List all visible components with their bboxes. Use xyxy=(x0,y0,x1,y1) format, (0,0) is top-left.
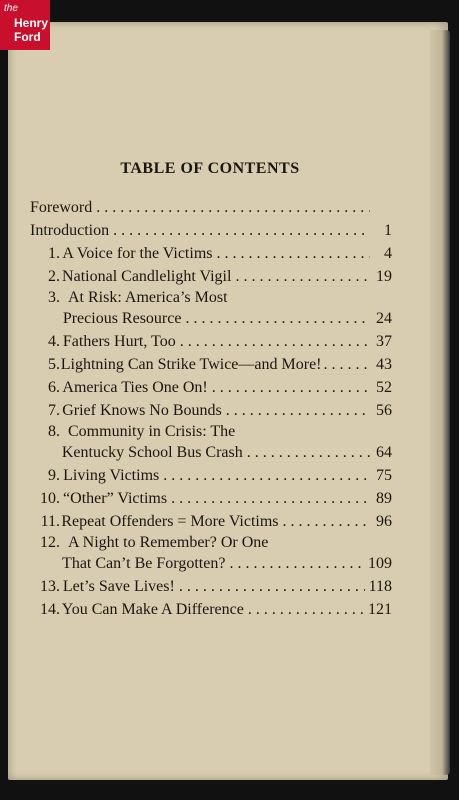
dot-leader xyxy=(248,598,364,621)
toc-entry-introduction xyxy=(30,219,392,242)
entry-title: Kentucky School Bus Crash xyxy=(61,444,243,461)
dot-leader xyxy=(163,464,370,487)
entry-title-line1: At Risk: America’s Most xyxy=(68,289,228,306)
toc-entry-8 xyxy=(30,422,392,464)
entry-page: 52 xyxy=(376,379,392,396)
dot-leader xyxy=(229,552,364,575)
entry-page: 89 xyxy=(376,490,392,507)
entry-title: America Ties One On! xyxy=(62,379,208,396)
entry-page: 64 xyxy=(376,444,392,461)
toc-list xyxy=(30,196,392,621)
entry-title: Foreword xyxy=(30,199,93,216)
dot-leader xyxy=(113,219,370,242)
entry-number: 6. xyxy=(48,379,60,396)
dot-leader xyxy=(185,307,370,330)
entry-title: Grief Knows No Bounds xyxy=(62,402,222,419)
entry-title: Precious Resource xyxy=(62,310,182,327)
entry-title: Lightning Can Strike Twice—and More! xyxy=(60,356,322,373)
entry-number: 14. xyxy=(40,601,60,618)
dot-leader xyxy=(180,330,370,353)
entry-title: Living Victims xyxy=(63,467,160,484)
entry-title: Fathers Hurt, Too xyxy=(62,333,176,350)
entry-page: 121 xyxy=(368,601,392,618)
entry-page: 1 xyxy=(384,222,392,239)
toc-entry-1 xyxy=(30,242,392,265)
entry-title-line1: Community in Crisis: The xyxy=(68,423,236,440)
toc-entry-13 xyxy=(30,575,392,598)
entry-title: National Candlelight Vigil xyxy=(62,268,232,285)
entry-number: 11. xyxy=(40,513,60,530)
toc-entry-12 xyxy=(30,533,392,575)
toc-entry-4 xyxy=(30,330,392,353)
entry-title: Introduction xyxy=(30,222,110,239)
page-edge xyxy=(430,30,450,775)
toc-entry-3 xyxy=(30,288,392,330)
entry-page: 118 xyxy=(368,578,392,595)
dot-leader xyxy=(235,265,370,288)
dot-leader xyxy=(212,376,370,399)
entry-page: 24 xyxy=(376,310,392,327)
entry-number: 13. xyxy=(40,578,60,595)
toc-entry-foreword xyxy=(30,196,392,219)
entry-page: 37 xyxy=(376,333,392,350)
entry-title-line1: A Night to Remember? Or One xyxy=(68,534,269,551)
entry-number: 7. xyxy=(48,402,60,419)
logo-the: the xyxy=(4,3,18,14)
dot-leader xyxy=(283,510,370,533)
toc-entry-6 xyxy=(30,376,392,399)
entry-page: 19 xyxy=(376,268,392,285)
logo-henry: Henry xyxy=(14,16,49,30)
entry-title: You Can Make A Difference xyxy=(61,601,244,618)
entry-page: 96 xyxy=(376,513,392,530)
dot-leader xyxy=(324,353,373,376)
entry-number: 3. xyxy=(48,289,60,306)
dot-leader xyxy=(226,399,370,422)
logo-ford: Ford xyxy=(14,30,41,44)
toc-entry-9 xyxy=(30,464,392,487)
entry-title: “Other” Victims xyxy=(63,490,168,507)
dot-leader xyxy=(96,196,370,219)
entry-number: 12. xyxy=(40,534,60,551)
entry-page: 109 xyxy=(368,555,392,572)
dot-leader xyxy=(179,575,365,598)
henry-ford-logo xyxy=(0,0,50,50)
entry-page: 75 xyxy=(376,467,392,484)
dot-leader xyxy=(247,441,370,464)
entry-title: That Can’t Be Forgotten? xyxy=(62,555,226,572)
entry-title: Repeat Offenders = More Victims xyxy=(61,513,279,530)
toc-entry-2 xyxy=(30,265,392,288)
toc-entry-10 xyxy=(30,487,392,510)
entry-title: Let’s Save Lives! xyxy=(62,578,175,595)
entry-page: 43 xyxy=(376,356,392,373)
entry-number: 9. xyxy=(48,467,60,484)
entry-title: A Voice for the Victims xyxy=(62,245,213,262)
toc-entry-7 xyxy=(30,399,392,422)
entry-number: 5. xyxy=(48,356,60,373)
entry-number: 8. xyxy=(48,423,60,440)
entry-number: 1. xyxy=(48,245,60,262)
entry-page: 4 xyxy=(384,245,392,262)
toc-entry-5 xyxy=(30,353,392,376)
entry-page: 56 xyxy=(376,402,392,419)
toc-heading: TABLE OF CONTENTS xyxy=(120,160,300,177)
dot-leader xyxy=(216,242,370,265)
entry-number: 2. xyxy=(48,268,60,285)
entry-number: 4. xyxy=(48,333,60,350)
entry-number: 10. xyxy=(40,490,60,507)
toc-entry-11 xyxy=(30,510,392,533)
toc-entry-14 xyxy=(30,598,392,621)
dot-leader xyxy=(171,487,370,510)
